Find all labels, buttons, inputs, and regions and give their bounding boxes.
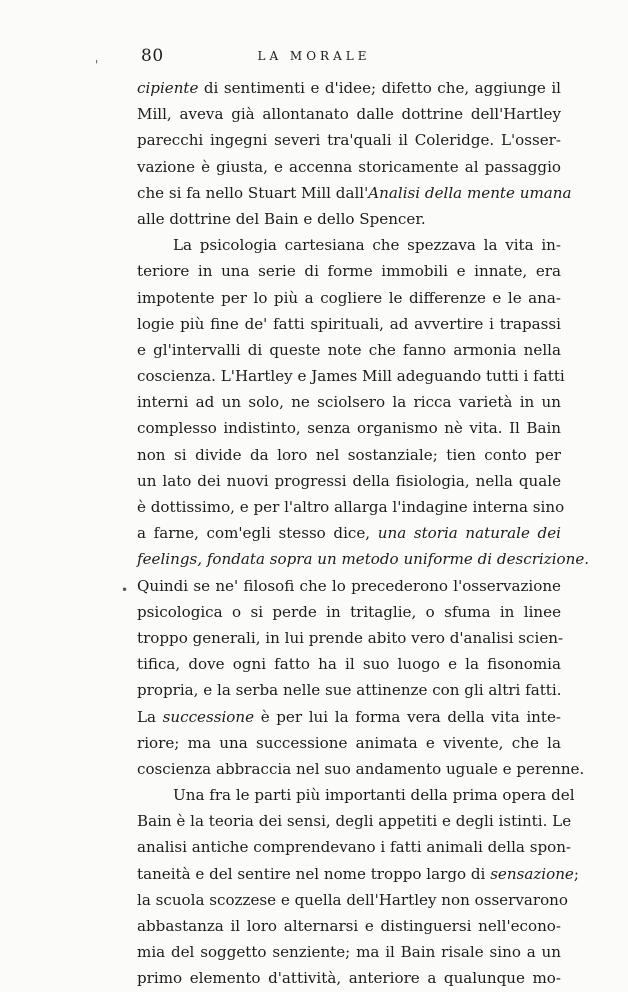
text-line xyxy=(137,337,561,363)
text-span: mia del soggetto senziente; ma il Bain risale sino a un xyxy=(137,943,561,962)
text-span: logie più fine de' fatti spirituali, ad avvertire i trapassi xyxy=(137,314,561,333)
text-line xyxy=(137,651,561,677)
text-line xyxy=(137,913,561,939)
text-line xyxy=(137,625,564,651)
text-line xyxy=(137,887,568,913)
text-line xyxy=(137,782,575,808)
text-span: non si divide da loro nel sostanziale; tien conto per xyxy=(137,445,561,464)
text-span: parecchi ingegni severi tra'quali il Coleridge. L'osser- xyxy=(137,131,561,150)
text-span: primo elemento d'attività, anteriore a qualunque mo- xyxy=(137,969,561,988)
text-span: analisi antiche comprendevano i fatti animali della spon- xyxy=(137,838,572,857)
page-number: 80 xyxy=(141,46,164,66)
text-span: taneità e del sentire nel nome troppo largo di xyxy=(137,864,491,883)
text-span: troppo generali, in lui prende abito vero d'analisi scien- xyxy=(137,628,564,647)
text-line xyxy=(137,939,561,965)
text-span: riore; ma una successione animata e vivente, che la xyxy=(137,733,561,752)
text-span: la scuola scozzese e quella dell'Hartley non osservarono xyxy=(137,890,568,909)
text-line xyxy=(137,730,561,756)
text-line xyxy=(137,206,561,232)
text-line xyxy=(137,599,561,625)
text-span: e gl'intervalli di queste note che fanno armonia nella xyxy=(137,340,561,359)
text-span: La psicologia cartesiana che spezzava la vita in- xyxy=(173,236,561,255)
text-span: propria, e la serba nelle sue attinenze con gli altri fatti. xyxy=(137,681,562,700)
text-line xyxy=(137,756,585,782)
text-line xyxy=(137,101,561,127)
text-span: coscienza abbraccia nel suo andamento uguale e perenne. xyxy=(137,759,585,778)
text-line xyxy=(137,808,572,834)
text-span: Bain è la teoria dei sensi, degli appetiti e degli istinti. Le xyxy=(137,812,572,831)
text-line xyxy=(137,232,561,258)
text-line xyxy=(137,180,572,206)
italic-text: cipiente xyxy=(137,79,199,97)
text-span: che si fa nello Stuart Mill dall' xyxy=(137,183,369,202)
italic-text: una storia naturale dei xyxy=(377,524,561,543)
text-line xyxy=(137,285,561,311)
text-span: complesso indistinto, senza organismo nè vita. Il Bain xyxy=(137,419,561,438)
text-span: interni ad un solo, ne sciolsero la ricca varietà in un xyxy=(137,393,561,412)
text-line xyxy=(137,75,561,101)
text-line xyxy=(137,834,572,860)
text-line xyxy=(137,546,590,572)
text-line xyxy=(137,677,561,703)
italic-text: feelings, fondata sopra un metodo uniforme di descrizione. xyxy=(137,550,590,569)
italic-text: sensazione xyxy=(490,864,574,883)
text-span: Quindi se ne' filosofi che lo precederono l'osservazione xyxy=(137,576,561,595)
text-span: tifica, dove ogni fatto ha il suo luogo e la fisonomia xyxy=(137,655,561,674)
text-span: ; xyxy=(573,864,579,883)
text-line xyxy=(137,415,561,441)
italic-text: successione xyxy=(162,707,255,726)
text-span: impotente per lo più a cogliere le differenze e le ana- xyxy=(137,288,561,307)
running-title: LA MORALE xyxy=(257,49,371,63)
text-span: Una fra le parti più importanti della prima opera del xyxy=(173,786,575,805)
text-span: Mill, aveva già allontanato dalle dottrine dell'Hartley xyxy=(137,105,561,124)
margin-mark: • xyxy=(121,583,129,597)
text-span: è dottissimo, e per l'altro allarga l'indagine interna sino xyxy=(137,498,565,516)
text-line xyxy=(137,154,561,180)
text-span: è per lui la forma vera della vita inte- xyxy=(254,707,561,726)
text-line xyxy=(137,127,561,153)
text-line xyxy=(137,965,561,991)
text-span: a farne, com'egli stesso dice, xyxy=(137,524,378,543)
body-text xyxy=(137,75,590,992)
text-span: coscienza. L'Hartley e James Mill adeguando tutti i fatti xyxy=(137,367,565,386)
text-span: alle dottrine del Bain e dello Spencer. xyxy=(137,209,426,228)
text-line xyxy=(137,704,561,730)
text-line xyxy=(137,311,561,337)
text-span: abbastanza il loro alternarsi e distinguersi nell'econo- xyxy=(137,917,561,935)
text-line xyxy=(137,468,561,494)
text-line xyxy=(137,494,565,520)
text-line xyxy=(137,363,565,389)
text-line xyxy=(137,258,561,284)
text-line xyxy=(137,389,561,415)
text-span: psicologica o si perde in tritaglie, o sfuma in linee xyxy=(137,602,561,621)
text-line xyxy=(137,861,579,887)
text-span: teriore in una serie di forme immobili e innate, era xyxy=(137,262,561,281)
text-line xyxy=(137,573,561,599)
text-span: un lato dei nuovi progressi della fisiologia, nella quale xyxy=(137,471,561,490)
text-line xyxy=(137,442,561,468)
text-line xyxy=(137,520,561,546)
margin-mark: ' xyxy=(95,58,99,72)
text-span: di sentimenti e d'idee; difetto che, aggiunge il xyxy=(198,79,561,97)
text-span: La xyxy=(137,707,163,726)
italic-text: Analisi della mente umana xyxy=(368,183,572,202)
text-span: vazione è giusta, e accenna storicamente al passaggio xyxy=(137,157,561,176)
